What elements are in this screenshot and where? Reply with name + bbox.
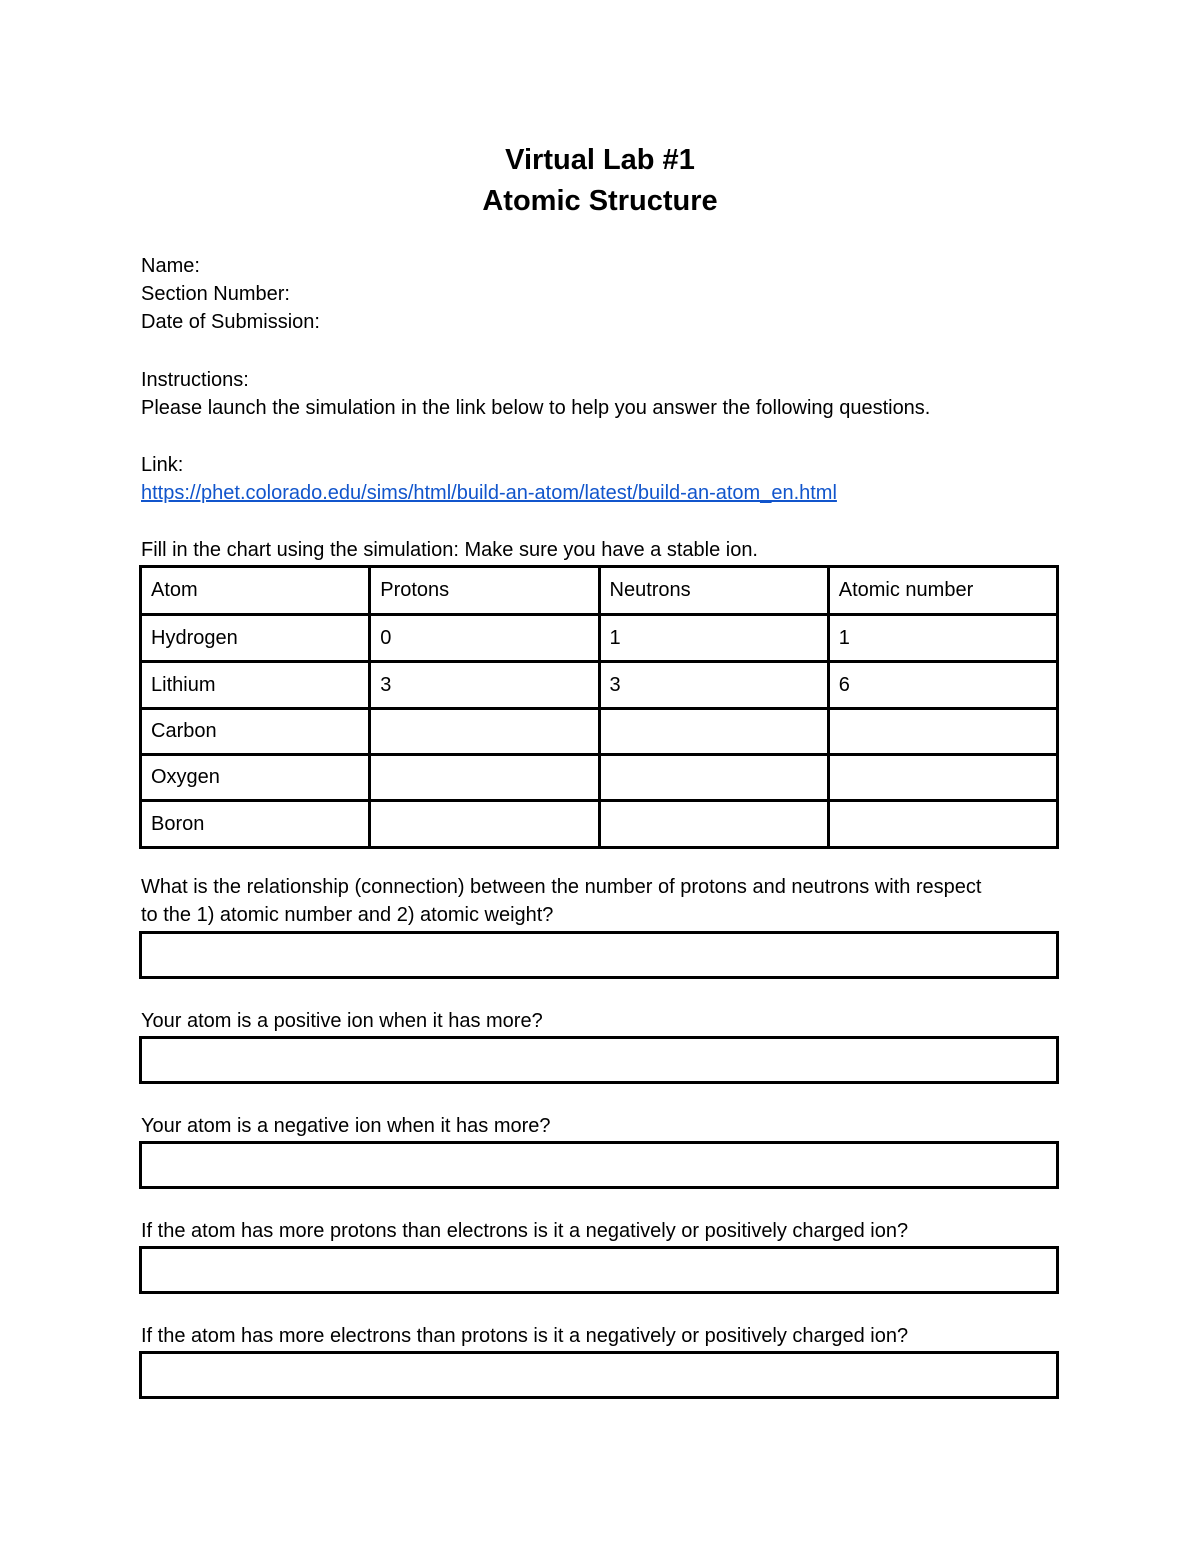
answer-box-2[interactable] xyxy=(139,1036,1059,1084)
name-field-label: Name: xyxy=(141,255,200,277)
page-title: Virtual Lab #1 xyxy=(505,144,695,176)
neutrons-cell[interactable] xyxy=(599,755,828,801)
header-cell-atomic-number: Atomic number xyxy=(828,567,1057,615)
question-4: If the atom has more protons than electrons is it a negatively or positively charged ion? xyxy=(141,1220,909,1242)
question-1-line-2: to the 1) atomic number and 2) atomic weight? xyxy=(141,904,554,926)
table-row xyxy=(141,801,1058,848)
atom-chart-table xyxy=(139,565,1059,849)
chart-instructions: Fill in the chart using the simulation: Make sure you have a stable ion. xyxy=(141,539,758,561)
table-header-row xyxy=(141,567,1058,615)
atom-cell: Boron xyxy=(141,801,370,848)
header-cell-atom: Atom xyxy=(141,567,370,615)
question-2: Your atom is a positive ion when it has more? xyxy=(141,1010,543,1032)
link-label: Link: xyxy=(141,454,184,476)
header-cell-protons: Protons xyxy=(370,567,599,615)
protons-cell[interactable] xyxy=(370,801,599,848)
atomic-number-cell[interactable] xyxy=(828,755,1057,801)
atom-cell: Hydrogen xyxy=(141,615,370,662)
protons-cell[interactable] xyxy=(370,709,599,755)
atomic-number-cell[interactable]: 6 xyxy=(828,662,1057,709)
date-of-submission-label: Date of Submission: xyxy=(141,311,320,333)
answer-box-3[interactable] xyxy=(139,1141,1059,1189)
answer-box-1[interactable] xyxy=(139,931,1059,979)
table-row xyxy=(141,755,1058,801)
question-1-line-1: What is the relationship (connection) between the number of protons and neutrons with respect xyxy=(141,876,982,898)
instructions-label: Instructions: xyxy=(141,369,249,391)
atom-cell: Lithium xyxy=(141,662,370,709)
page-subtitle: Atomic Structure xyxy=(482,185,718,217)
answer-box-4[interactable] xyxy=(139,1246,1059,1294)
answer-box-5[interactable] xyxy=(139,1351,1059,1399)
protons-cell[interactable]: 3 xyxy=(370,662,599,709)
protons-cell[interactable]: 0 xyxy=(370,615,599,662)
neutrons-cell[interactable]: 1 xyxy=(599,615,828,662)
instructions-text: Please launch the simulation in the link below to help you answer the following questions. xyxy=(141,397,931,419)
atomic-number-cell[interactable] xyxy=(828,709,1057,755)
simulation-link[interactable]: https://phet.colorado.edu/sims/html/build-an-atom/latest/build-an-atom_en.html xyxy=(141,482,837,504)
atom-cell: Oxygen xyxy=(141,755,370,801)
protons-cell[interactable] xyxy=(370,755,599,801)
question-5: If the atom has more electrons than protons is it a negatively or positively charged ion? xyxy=(141,1325,909,1347)
atomic-number-cell[interactable]: 1 xyxy=(828,615,1057,662)
table-row xyxy=(141,615,1058,662)
atom-cell: Carbon xyxy=(141,709,370,755)
table-row xyxy=(141,709,1058,755)
atomic-number-cell[interactable] xyxy=(828,801,1057,848)
header-cell-neutrons: Neutrons xyxy=(599,567,828,615)
question-3: Your atom is a negative ion when it has more? xyxy=(141,1115,551,1137)
table-row xyxy=(141,662,1058,709)
neutrons-cell[interactable] xyxy=(599,801,828,848)
neutrons-cell[interactable]: 3 xyxy=(599,662,828,709)
neutrons-cell[interactable] xyxy=(599,709,828,755)
section-number-label: Section Number: xyxy=(141,283,290,305)
